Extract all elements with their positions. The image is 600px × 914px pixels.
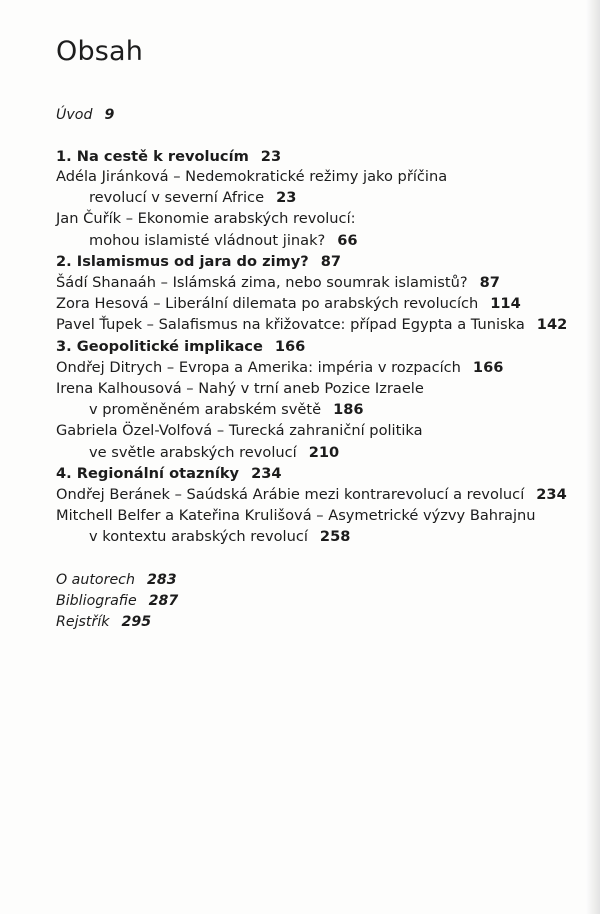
toc-entry	[56, 272, 500, 294]
toc-back-matter-page: 295	[121, 614, 152, 630]
toc-entry-page: 23	[276, 189, 297, 206]
toc-entry-text: Jan Čuřík – Ekonomie arabských revolucí:	[56, 210, 356, 227]
toc-entry-page: 210	[308, 444, 340, 461]
toc-entry	[56, 420, 423, 442]
toc-entry-text: Mitchell Belfer a Kateřina Krulišová – Asymetrické výzvy Bahrajnu	[56, 507, 536, 524]
toc-entry-text: revolucí v severní Africe	[89, 189, 265, 206]
toc-entry-text: Šádí Shanaáh – Islámská zima, nebo soumrak islamistů?	[56, 274, 468, 291]
toc-entry-text: Ondřej Ditrych – Evropa a Amerika: impéria v rozpacích	[56, 359, 461, 376]
toc-entry-page: 234	[536, 486, 567, 503]
toc-entry	[56, 166, 447, 188]
toc-entry-page: 114	[490, 295, 521, 312]
toc-section-heading	[56, 463, 282, 485]
toc-back-matter-label: Bibliografie	[56, 593, 137, 609]
toc-entry-continuation	[89, 526, 350, 548]
toc-entry	[56, 357, 503, 379]
toc-entry-page: 258	[319, 528, 351, 545]
toc-entry-text: ve světle arabských revolucí	[89, 444, 297, 461]
toc-entry-text: Gabriela Özel-Volfová – Turecká zahraniční politika	[56, 422, 423, 439]
toc-entry-continuation	[89, 399, 364, 421]
toc-section-heading	[56, 251, 341, 273]
toc-entry-page: 66	[337, 232, 358, 249]
toc-back-matter-label: O autorech	[56, 572, 135, 588]
toc-intro-page: 9	[104, 107, 115, 123]
toc-entry	[56, 293, 521, 315]
page-gutter-shadow	[586, 0, 600, 914]
toc-entry	[56, 505, 536, 527]
toc-entry-continuation	[89, 442, 339, 464]
toc-back-matter-item	[56, 590, 178, 612]
toc-entry-text: Pavel Ťupek – Salafismus na křižovatce: případ Egypta a Tuniska	[56, 316, 525, 333]
toc-entry-page: 87	[479, 274, 500, 291]
page-title: Obsah	[56, 36, 144, 67]
toc-back-matter-item	[56, 569, 177, 591]
toc-entry-text: Adéla Jiránková – Nedemokratické režimy jako příčina	[56, 168, 448, 185]
toc-intro-label: Úvod	[56, 107, 93, 123]
toc-section-page: 23	[260, 148, 282, 165]
toc-section-label: 1. Na cestě k revolucím	[56, 148, 249, 165]
toc-entry	[56, 208, 356, 230]
toc-back-matter-item	[56, 611, 151, 633]
toc-section-heading	[56, 336, 305, 358]
toc-entry-continuation	[89, 230, 358, 252]
toc-entry-text: Ondřej Beránek – Saúdská Arábie mezi kontrarevolucí a revolucí	[56, 486, 525, 503]
toc-intro	[56, 104, 114, 126]
toc-section-label: 4. Regionální otazníky	[56, 465, 240, 482]
toc-entry-text: v kontextu arabských revolucí	[89, 528, 308, 545]
toc-entry-page: 166	[472, 359, 504, 376]
toc-back-matter-page: 287	[148, 593, 179, 609]
toc-entry-text: Irena Kalhousová – Nahý v trní aneb Pozice Izraele	[56, 380, 424, 397]
toc-section-page: 166	[274, 338, 306, 355]
toc-entry-text: v proměněném arabském světě	[89, 401, 322, 418]
toc-entry-page: 186	[333, 401, 364, 418]
toc-entry	[56, 484, 567, 506]
toc-section-page: 234	[251, 465, 282, 482]
toc-entry-page: 142	[536, 316, 568, 333]
toc-section-label: 3. Geopolitické implikace	[56, 338, 263, 355]
toc-section-page: 87	[320, 253, 342, 270]
toc-entry-continuation	[89, 187, 296, 209]
toc-back-matter-page: 283	[146, 572, 177, 588]
toc-section-label: 2. Islamismus od jara do zimy?	[56, 253, 309, 270]
toc-entry	[56, 378, 424, 400]
toc-entry-text: Zora Hesová – Liberální dilemata po arabských revolucích	[56, 295, 479, 312]
toc-entry-text: mohou islamisté vládnout jinak?	[89, 232, 326, 249]
toc-entry	[56, 314, 567, 336]
toc-section-heading	[56, 146, 281, 168]
toc-back-matter-label: Rejstřík	[56, 614, 110, 630]
